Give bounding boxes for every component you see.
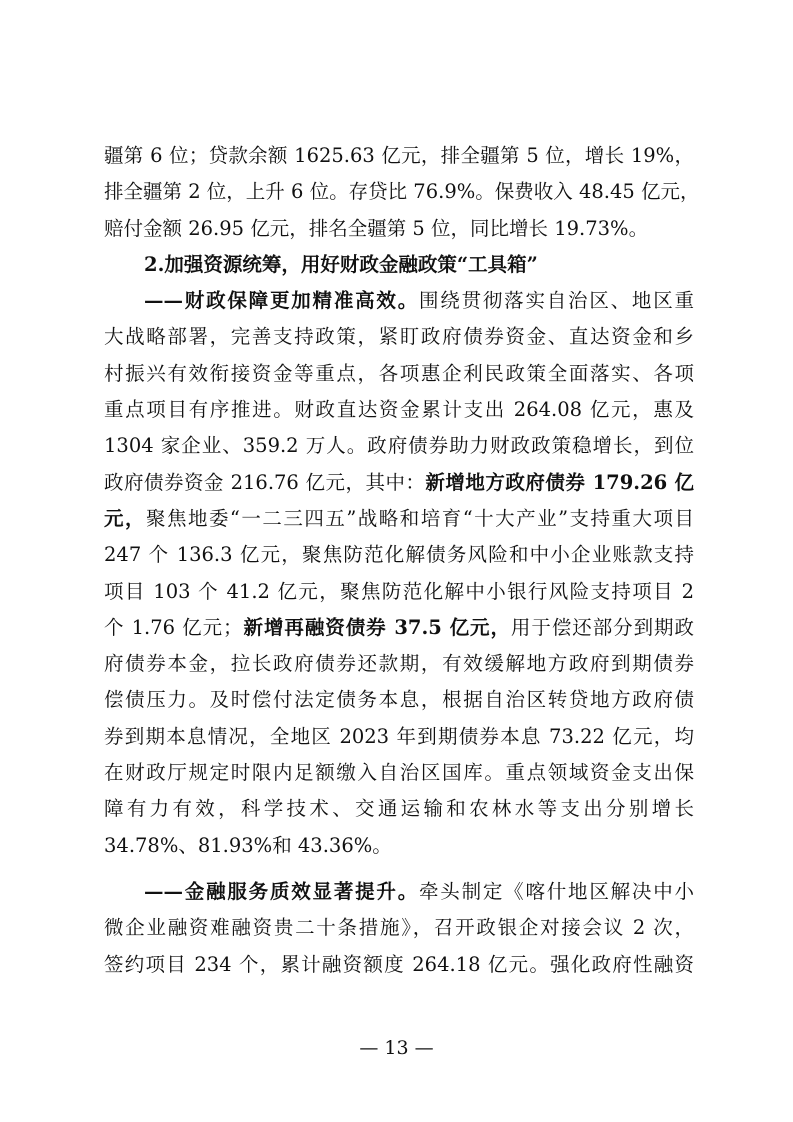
text-line: 大战略部署，完善支持政策，紧盯政府债券资金、直达资金和乡 bbox=[104, 325, 694, 349]
text-line bbox=[104, 465, 694, 501]
text-line bbox=[104, 283, 694, 319]
text-line: 券到期本息情况，全地区 2023 年到期债券本息 73.22 亿元，均 bbox=[104, 724, 694, 748]
text-line: 微企业融资难融资贵二十条措施》，召开政银企对接会议 2 次， bbox=[104, 916, 694, 940]
inline-bold-text: 新增地方政府债券 179.26 亿 bbox=[425, 470, 694, 494]
lead-bold-text: ——金融服务质效显著提升。 bbox=[144, 879, 419, 903]
lead-text: 牵头制定《喀什地区解决中小 bbox=[419, 879, 694, 903]
inline-text: 用于偿还部分到期政 bbox=[510, 615, 694, 639]
lead-text: 围绕贯彻落实自治区、地区重 bbox=[419, 289, 694, 313]
text-line: 247 个 136.3 亿元，聚焦防范化解债务风险和中小企业账款支持 bbox=[104, 543, 694, 567]
text-line: 偿债压力。及时偿付法定债务本息，根据自治区转贷地方政府债 bbox=[104, 688, 694, 712]
section-heading: 2.加强资源统筹，用好财政金融政策“工具箱” bbox=[144, 252, 538, 276]
text-line: 赔付金额 26.95 亿元，排名全疆第 5 位，同比增长 19.73%。 bbox=[104, 216, 649, 240]
text-line: 34.78%、81.93%和 43.36%。 bbox=[104, 833, 392, 857]
text-line bbox=[104, 501, 694, 537]
text-line: 项目 103 个 41.2 亿元，聚焦防范化解中小银行风险支持项目 2 bbox=[104, 579, 694, 603]
text-line: 障有力有效，科学技术、交通运输和农林水等支出分别增长 bbox=[104, 797, 694, 821]
inline-text: 个 1.76 亿元； bbox=[104, 615, 243, 639]
lead-bold-text: ——财政保障更加精准高效。 bbox=[144, 289, 419, 313]
inline-bold-text: 元， bbox=[104, 506, 146, 530]
text-line bbox=[104, 610, 694, 646]
inline-text: 政府债券资金 216.76 亿元，其中： bbox=[104, 470, 426, 494]
text-line: 府债券本金，拉长政府债券还款期，有效缓解地方政府到期债券 bbox=[104, 652, 694, 676]
inline-bold-text: 新增再融资债券 37.5 亿元， bbox=[242, 615, 511, 639]
paragraph-gap bbox=[104, 864, 694, 874]
page-number: — 13 — bbox=[359, 1037, 434, 1059]
text-line: 疆第 6 位；贷款余额 1625.63 亿元，排全疆第 5 位，增长 19%， bbox=[104, 144, 694, 167]
text-line: 重点项目有序推进。财政直达资金累计支出 264.08 亿元，惠及 bbox=[104, 398, 694, 422]
text-line: 1304 家企业、359.2 万人。政府债券助力财政政策稳增长，到位 bbox=[104, 434, 694, 458]
text-line: 排全疆第 2 位，上升 6 位。存贷比 76.9%。保费收入 48.45 亿元， bbox=[104, 180, 700, 204]
document-body bbox=[104, 138, 700, 983]
text-line: 在财政厅规定时限内足额缴入自治区国库。重点领域资金支出保 bbox=[104, 761, 694, 785]
text-line: 签约项目 234 个，累计融资额度 264.18 亿元。强化政府性融资 bbox=[104, 952, 694, 976]
inline-text: 聚焦地委“一二三四五”战略和培育“十大产业”支持重大项目 bbox=[145, 506, 694, 530]
text-line: 村振兴有效衔接资金等重点，各项惠企利民政策全面落实、各项 bbox=[104, 361, 694, 385]
text-line bbox=[104, 874, 694, 910]
